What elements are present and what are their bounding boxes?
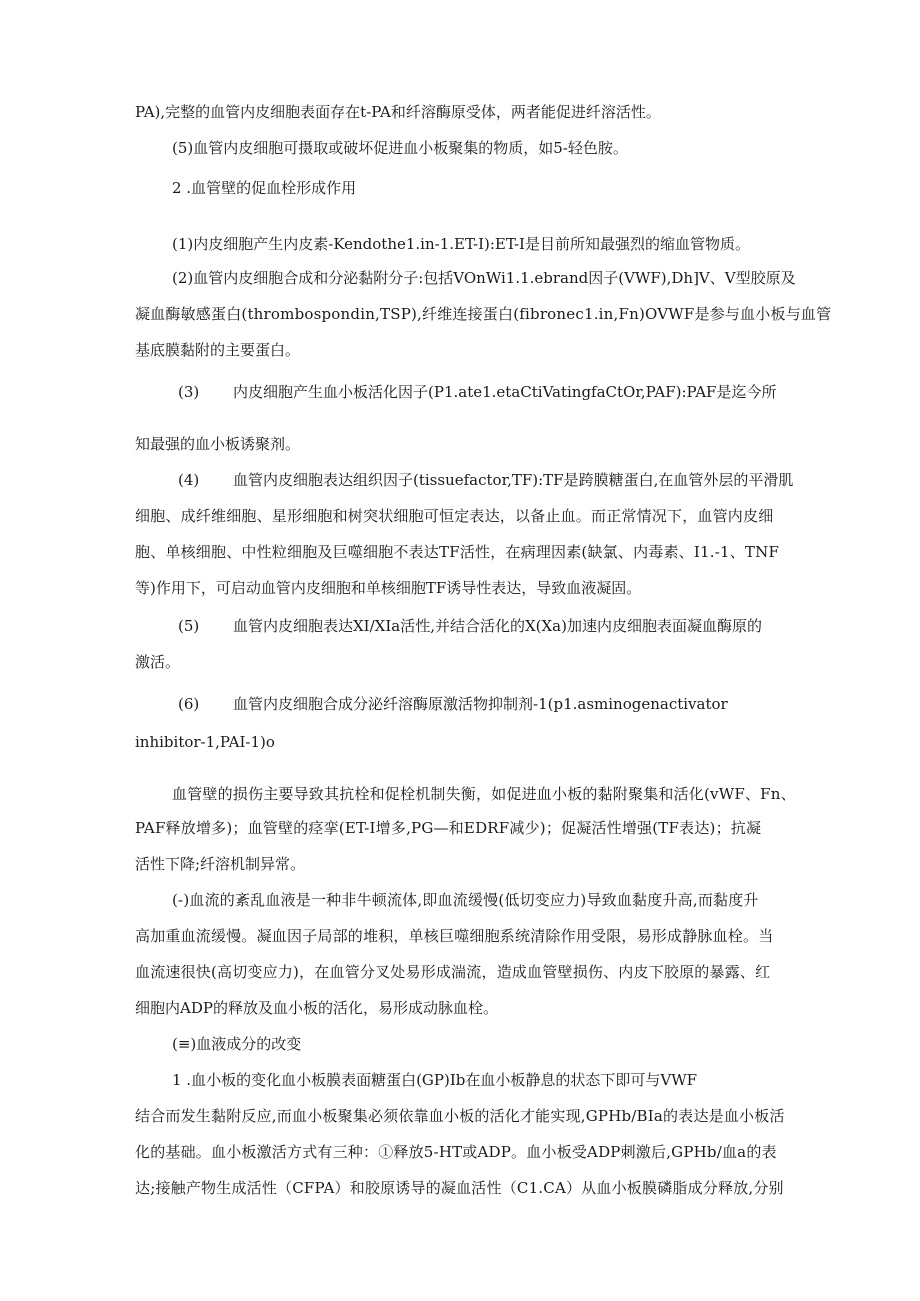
text-line: 细胞、成纤维细胞、星形细胞和树突状细胞可恒定表达，以备止血。而正常情况下，血管内皮细 [135,507,774,525]
text-line: 凝血酶敏感蛋白(thrombospondin,TSP),纤维连接蛋白(fibronec1.in,Fn)OVWF是参与血小板与血管 [135,305,832,323]
item-number: (3) [178,383,200,401]
section-heading: 2 .血管壁的促血栓形成作用 [172,179,357,197]
text-line: (2)血管内皮细胞合成和分泌黏附分子:包括VOnWi1.1.ebrand因子(VWF),Dh]V、V型胶原及 [172,269,796,287]
item-text: 血管内皮细胞表达组织因子(tissuefactor,TF):TF是跨膜糖蛋白,在血管外层的平滑肌 [233,471,794,489]
text-line: PA),完整的血管内皮细胞表面存在t-PA和纤溶酶原受体，两者能促进纤溶活性。 [135,103,661,121]
text-line: (1)内皮细胞产生内皮素-Kendothe1.in-1.ET-I):ET-I是目前所知最强烈的缩血管物质。 [172,235,750,253]
item-number: (6) [178,695,200,713]
text-line: (-)血流的紊乱血液是一种非牛顿流体,即血流缓慢(低切变应力)导致血黏度升高,而黏度升 [172,891,759,909]
text-line: PAF释放增多)；血管壁的痉挛(ET-I增多,PG—和EDRF减少)；促凝活性增强(TF表达)；抗凝 [135,819,762,837]
text-line: 达;接触产物生成活性（CFPA）和胶原诱导的凝血活性（C1.CA）从血小板膜磷脂成分释放,分别 [135,1179,784,1197]
item-text: 血管内皮细胞表达XI/XIa活性,并结合活化的X(Xa)加速内皮细胞表面凝血酶原的 [233,617,762,635]
item-text: 内皮细胞产生血小板活化因子(P1.ate1.etaCtiVatingfaCtOr,PAF):PAF是迄今所 [233,383,777,401]
text-line: 知最强的血小板诱聚剂。 [135,435,301,453]
text-line: 等)作用下，可启动血管内皮细胞和单核细胞TF诱导性表达，导致血液凝固。 [135,579,642,597]
text-line: 血管壁的损伤主要导致其抗栓和促栓机制失衡，如促进血小板的黏附聚集和活化(vWF、Fn、 [172,785,796,803]
text-line: 胞、单核细胞、中性粒细胞及巨噬细胞不表达TF活性，在病理因素(缺氯、内毒素、I1.-1、TNF [135,543,780,561]
text-line: 激活。 [135,653,181,671]
section-heading: (≡)血液成分的改变 [172,1035,302,1053]
text-line: 活性下降;纤溶机制异常。 [135,855,306,873]
text-line: 细胞内ADP的释放及血小板的活化，易形成动脉血栓。 [135,999,498,1017]
text-line: 结合而发生黏附反应,而血小板聚集必须依靠血小板的活化才能实现,GPHb/BIa的表达是血小板活 [135,1107,785,1125]
text-line: 血流速很快(高切变应力)，在血管分叉处易形成湍流，造成血管壁损伤、内皮下胶原的暴露、红 [135,963,771,981]
item-number: (4) [178,471,200,489]
item-number: (5) [178,617,200,635]
text-line: 化的基础。血小板激活方式有三种：①释放5-HT或ADP。血小板受ADP刺激后,GPHb/血a的表 [135,1143,777,1161]
text-line: 基底膜黏附的主要蛋白。 [135,341,301,359]
text-line: 高加重血流缓慢。凝血因子局部的堆积，单核巨噬细胞系统清除作用受限，易形成静脉血栓。当 [135,927,774,945]
text-line: inhibitor-1,PAI-1)o [135,733,275,751]
text-line: (5)血管内皮细胞可摄取或破坏促进血小板聚集的物质，如5-轻色胺。 [172,139,628,157]
item-text: 血管内皮细胞合成分泌纤溶酶原激活物抑制剂-1(p1.asminogenactivator [233,695,728,713]
text-line: 1 .血小板的变化血小板膜表面糖蛋白(GP)Ib在血小板静息的状态下即可与VWF [172,1071,698,1089]
